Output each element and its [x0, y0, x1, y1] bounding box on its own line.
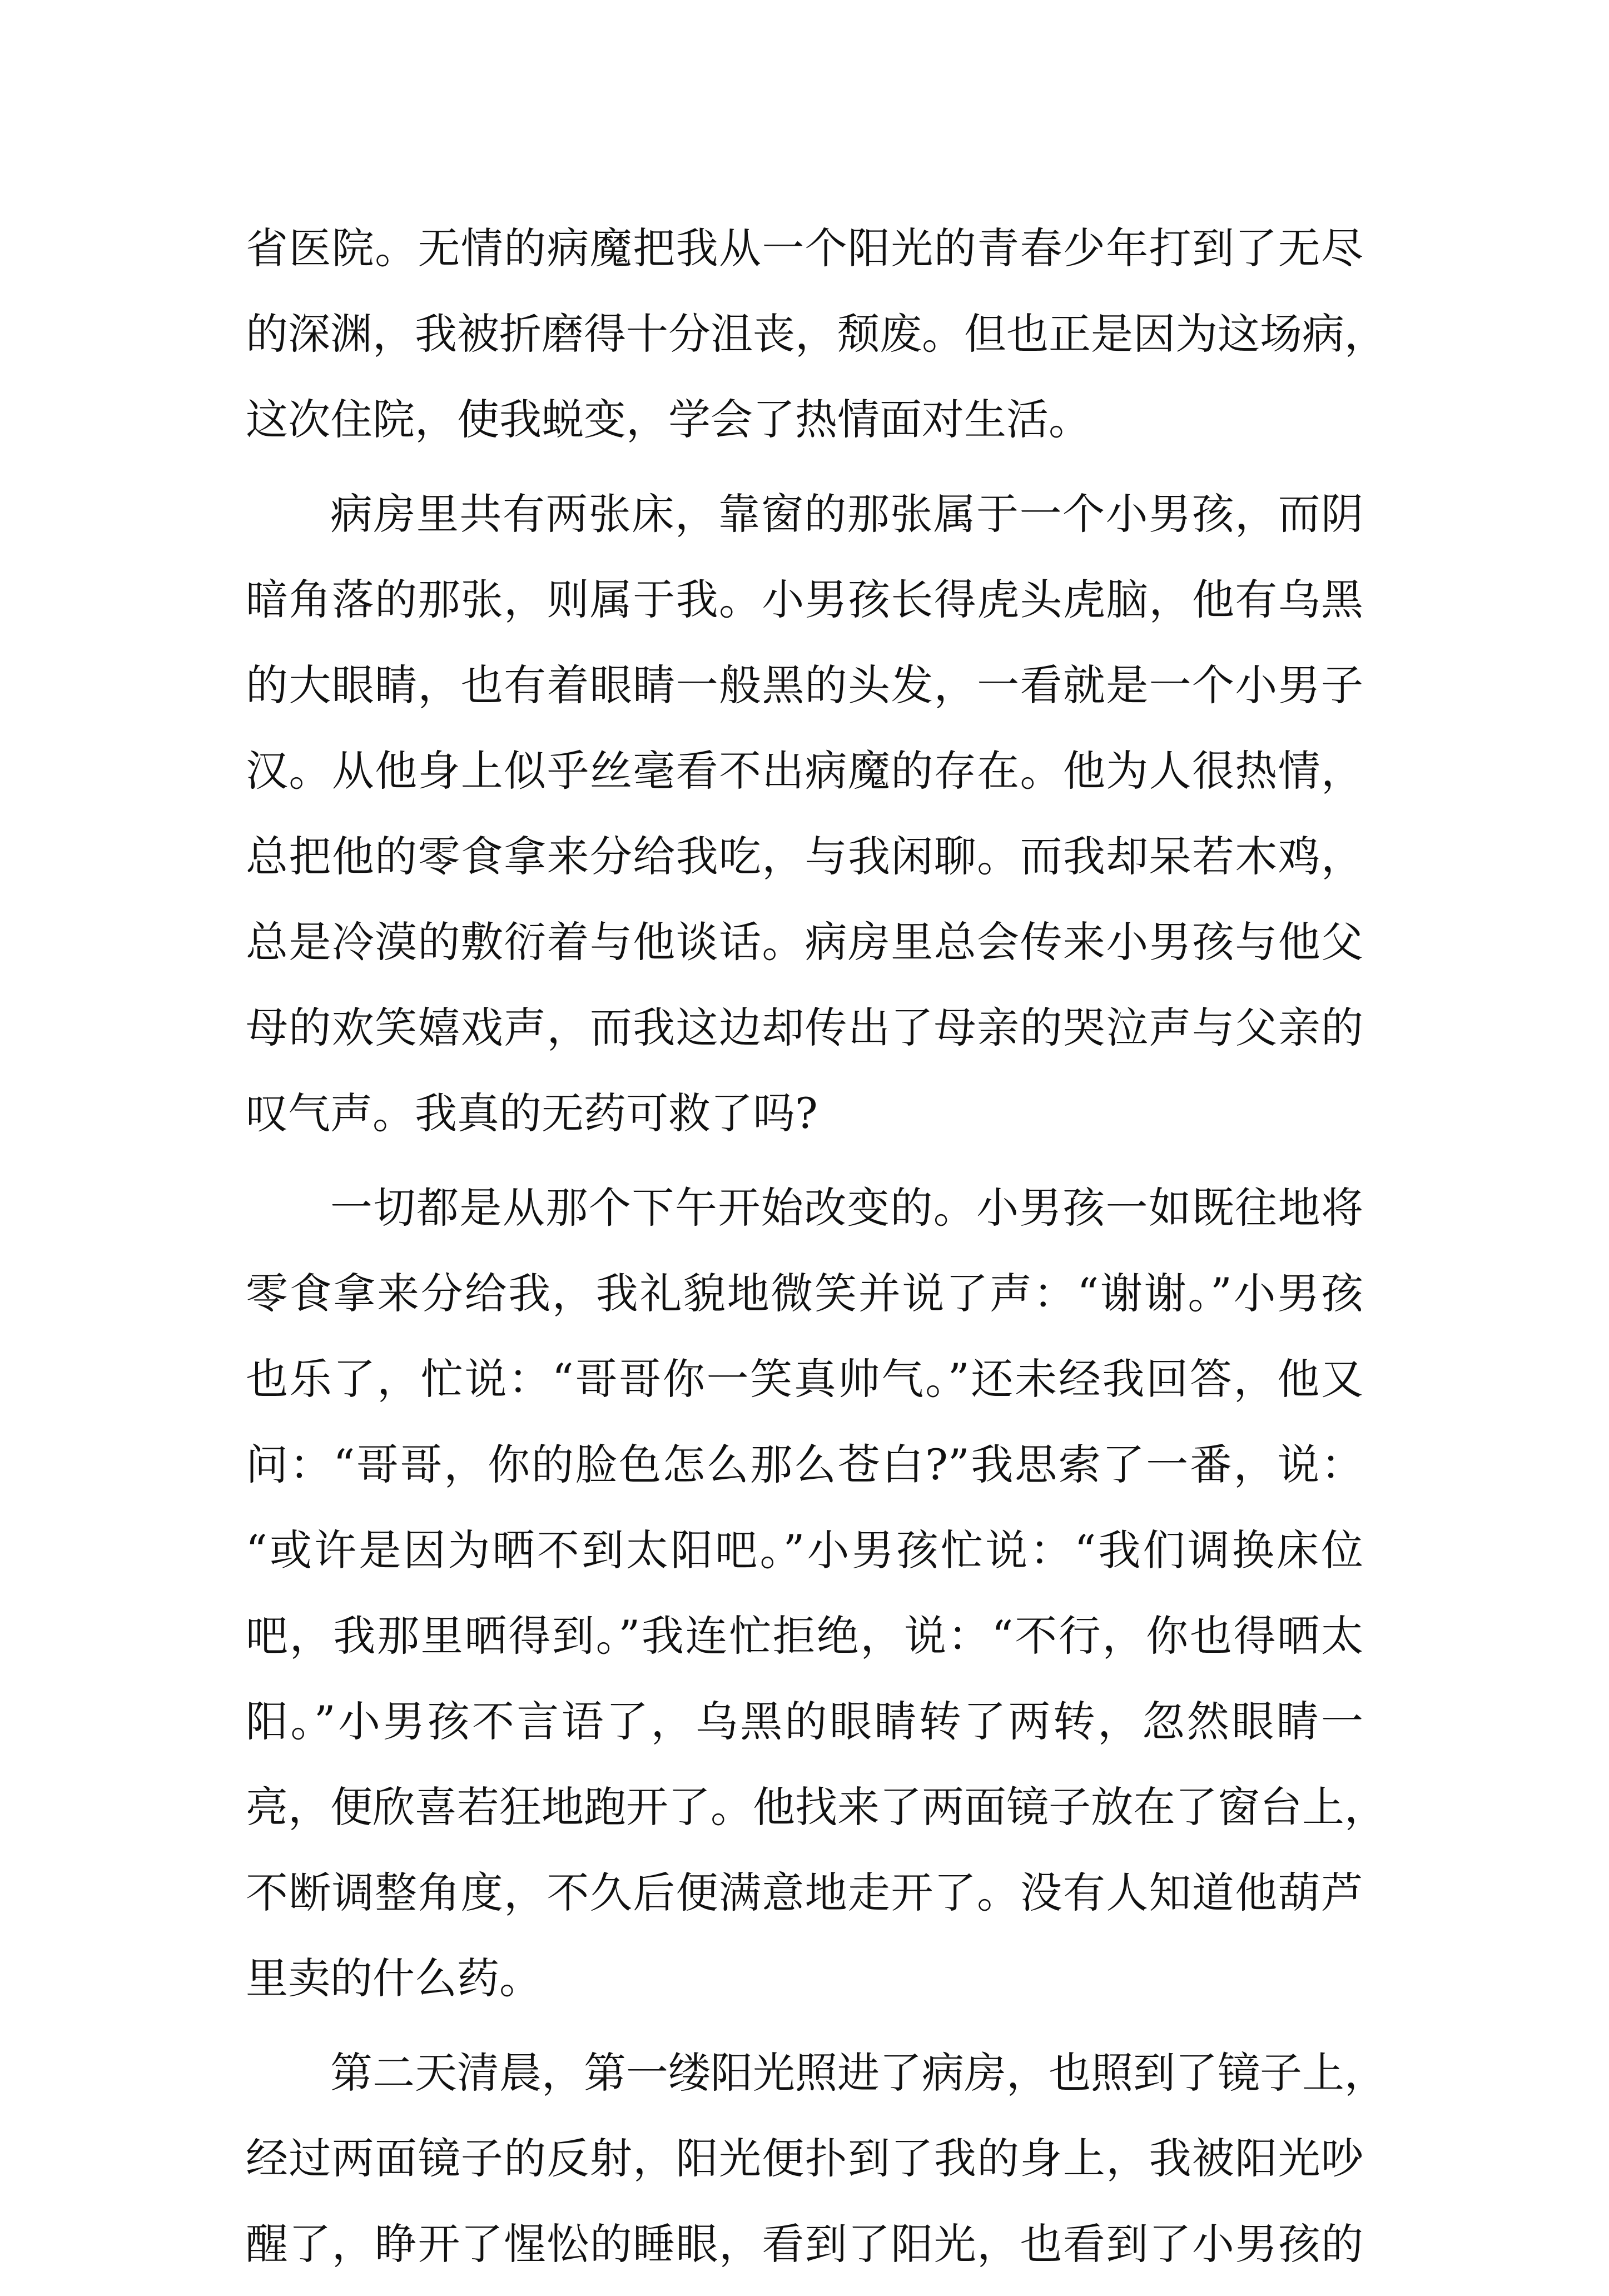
- text-line: 总把他的零食拿来分给我吃，与我闲聊。而我却呆若木鸡，: [246, 832, 1363, 881]
- text-line: 不断调整角度，不久后便满意地走开了。没有人知道他葫芦: [246, 1868, 1363, 1917]
- text-line: 问：“哥哥，你的脸色怎么那么苍白?”我思索了一番，说：: [246, 1440, 1363, 1489]
- text-line: 第二天清晨，第一缕阳光照进了病房，也照到了镜子上，: [330, 2048, 1387, 2098]
- text-line: 醒了，睁开了惺忪的睡眼，看到了阳光，也看到了小男孩的: [246, 2219, 1363, 2269]
- text-line: 一切都是从那个下午开始改变的。小男孩一如既往地将: [330, 1183, 1363, 1233]
- text-line: 总是冷漠的敷衍着与他谈话。病房里总会传来小男孩与他父: [246, 917, 1363, 967]
- text-line: 里卖的什么药。: [246, 1954, 542, 2003]
- paragraph-1: [246, 206, 1387, 463]
- text-line: 病房里共有两张床，靠窗的那张属于一个小男孩，而阴: [330, 489, 1363, 539]
- text-line: 省医院。无情的病魔把我从一个阳光的青春少年打到了无尽: [246, 223, 1363, 273]
- text-line: 叹气声。我真的无药可救了吗?: [246, 1089, 818, 1138]
- text-line: 暗角落的那张，则属于我。小男孩长得虎头虎脑，他有乌黑: [246, 575, 1363, 624]
- text-line: 的深渊，我被折磨得十分沮丧，颓废。但也正是因为这场病，: [246, 309, 1387, 359]
- text-line: 汉。从他身上似乎丝毫看不出病魔的存在。他为人很热情，: [246, 746, 1363, 796]
- text-line: 经过两面镜子的反射，阳光便扑到了我的身上，我被阳光吵: [246, 2134, 1363, 2183]
- text-line: 的大眼睛，也有着眼睛一般黑的头发，一看就是一个小男子: [246, 660, 1363, 710]
- text-line: 母的欢笑嬉戏声，而我这边却传出了母亲的哭泣声与父亲的: [246, 1003, 1363, 1052]
- paragraph-3: [246, 1165, 1387, 2021]
- paragraph-2: [246, 471, 1363, 1156]
- text-line: 吧，我那里晒得到。”我连忙拒绝，说：“不行，你也得晒太: [246, 1611, 1363, 1661]
- body-text: [246, 206, 1387, 2296]
- text-line: “或许是因为晒不到太阳吧。”小男孩忙说：“我们调换床位: [246, 1525, 1363, 1575]
- text-line: 零食拿来分给我，我礼貌地微笑并说了声：“谢谢。”小男孩: [246, 1269, 1363, 1318]
- paragraph-4: [246, 2030, 1387, 2287]
- text-line: 这次住院，使我蜕变，学会了热情面对生活。: [246, 395, 1091, 444]
- text-line: 亮，便欣喜若狂地跑开了。他找来了两面镜子放在了窗台上，: [246, 1782, 1387, 1832]
- text-line: 阳。”小男孩不言语了，乌黑的眼睛转了两转，忽然眼睛一: [246, 1697, 1363, 1746]
- text-line: 也乐了，忙说：“哥哥你一笑真帅气。”还未经我回答，他又: [246, 1354, 1363, 1404]
